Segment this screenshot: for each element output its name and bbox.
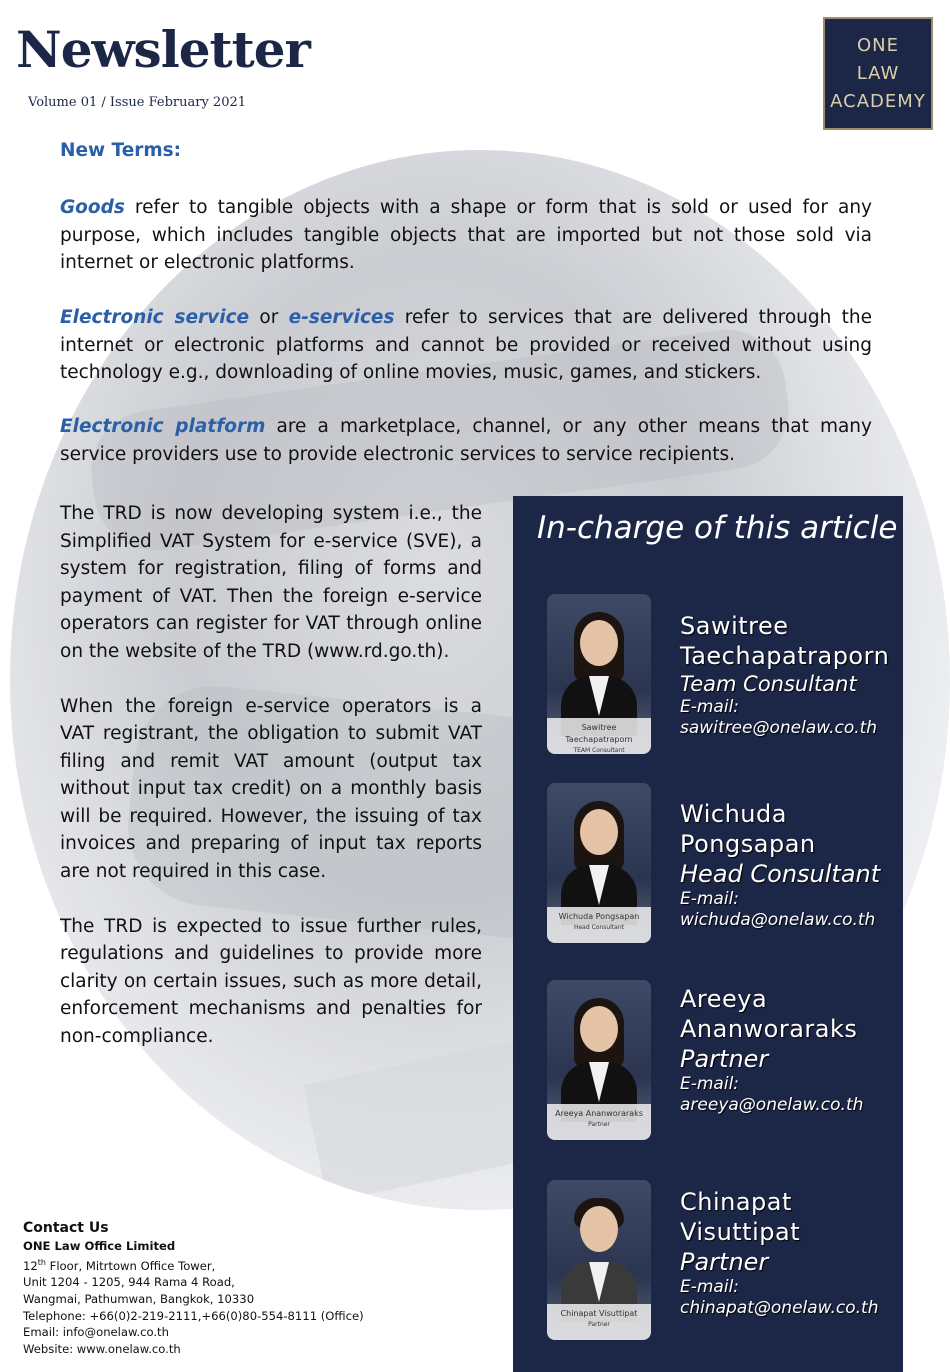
address-floor: 12th Floor, Mitrtown Office Tower, xyxy=(23,1257,216,1273)
person-role: Team Consultant xyxy=(680,672,857,696)
photo-caption-name: Wichuda Pongsapan xyxy=(558,912,640,921)
person-email[interactable]: wichuda@onelaw.co.th xyxy=(680,910,876,930)
photo-caption-title: TEAM Consultant xyxy=(573,747,625,754)
email-label: E-mail: xyxy=(680,697,740,717)
person-photo xyxy=(547,980,651,1140)
in-charge-panel xyxy=(513,496,903,1372)
email-label: E-mail: xyxy=(680,889,740,909)
company-name: ONE Law Office Limited xyxy=(23,1239,176,1253)
article-paragraph-2: When the foreign e-service operators is a VAT registrant, the obligation to submit VAT filing and remit VAT amount (output tax without input tax credit) on a monthly basis will be required. However, the issuing of tax invoices and preparing of input tax reports are not required in this case. xyxy=(60,695,482,882)
goods-definition xyxy=(60,194,872,277)
logo-line-one: ONE xyxy=(856,34,899,56)
article-body xyxy=(60,500,482,1078)
photo-caption-title: Head Consultant xyxy=(573,924,625,931)
person-role: Head Consultant xyxy=(680,860,881,888)
person-last-name: Pongsapan xyxy=(680,829,816,858)
person-email[interactable]: sawitree@onelaw.co.th xyxy=(680,718,878,738)
email-contact[interactable]: Email: info@onelaw.co.th xyxy=(23,1325,169,1340)
address-unit: Unit 1204 - 1205, 944 Rama 4 Road, xyxy=(23,1275,235,1290)
goods-text: refer to tangible objects with a shape or form that is sold or used for any purpose, which includes tangible objects that are imported but not those sold via internet or electronic platforms. xyxy=(60,197,872,273)
platform-text: are a marketplace, channel, or any other means that many service providers use to provide electronic services to service recipients. xyxy=(60,416,872,465)
email-label: E-mail: xyxy=(680,1074,740,1094)
person-first-name: Wichuda xyxy=(680,800,787,828)
person-last-name: Ananworaraks xyxy=(680,1014,858,1043)
logo-line-law: LAW xyxy=(856,62,900,84)
person-photo xyxy=(547,783,651,943)
eservice-definition xyxy=(60,304,872,387)
person-first-name: Sawitree xyxy=(680,612,789,640)
person-photo xyxy=(547,594,651,754)
contact-block xyxy=(23,1218,364,1358)
one-law-academy-logo xyxy=(823,17,933,130)
person-first-name: Chinapat xyxy=(680,1188,792,1216)
term-e-services: e-services xyxy=(288,307,395,328)
person-photo xyxy=(547,1180,651,1340)
new-terms-heading: New Terms: xyxy=(60,140,182,161)
logo-line-academy: ACADEMY xyxy=(830,90,926,112)
term-or: or xyxy=(249,307,289,328)
eservice-text: refer to services that are delivered through the internet or electronic platforms and cannot be provided or received without using technology e.g., downloading of online movies, music, games, and stickers. xyxy=(60,307,873,383)
photo-caption-title: Partner xyxy=(588,1121,610,1128)
person-first-name: Areeya xyxy=(680,985,768,1013)
term-goods: Goods xyxy=(60,197,125,218)
address-district: Wangmai, Pathumwan, Bangkok, 10330 xyxy=(23,1291,255,1306)
photo-caption-name: Sawitree Taechapatraporn xyxy=(565,723,633,744)
website-link[interactable]: Website: www.onelaw.co.th xyxy=(23,1342,181,1357)
person-role: Partner xyxy=(680,1248,769,1276)
telephone: Telephone: +66(0)2-219-2111,+66(0)80-554-8111 (Office) xyxy=(23,1308,364,1323)
term-electronic-service: Electronic service xyxy=(60,307,250,328)
page-title: Newsletter xyxy=(16,20,310,79)
article-paragraph-3: The TRD is expected to issue further rules, regulations and guidelines to provide more clarity on certain issues, such as more detail, enforcement mechanisms and penalties for non-compliance. xyxy=(60,915,482,1047)
contact-heading: Contact Us xyxy=(23,1220,109,1236)
photo-caption-title: Partner xyxy=(588,1321,610,1328)
platform-definition xyxy=(60,413,872,468)
person-email[interactable]: chinapat@onelaw.co.th xyxy=(680,1298,879,1318)
panel-title: In-charge of this article xyxy=(537,510,898,546)
term-electronic-platform: Electronic platform xyxy=(60,416,266,437)
person-last-name: Visuttipat xyxy=(680,1217,801,1246)
photo-caption-name: Chinapat Visuttipat xyxy=(560,1309,638,1318)
person-role: Partner xyxy=(680,1045,769,1073)
photo-caption-name: Areeya Ananworaraks xyxy=(555,1109,643,1118)
person-email[interactable]: areeya@onelaw.co.th xyxy=(680,1095,864,1115)
article-paragraph-1: The TRD is now developing system i.e., the Simplified VAT System for e-service (SVE), a system for registration, filing of forms and payment of VAT. Then the foreign e-service operators can register for VAT through online on the website of the TRD (www.rd.go.th). xyxy=(60,503,482,662)
issue-volume: Volume 01 / Issue February 2021 xyxy=(28,95,247,110)
email-label: E-mail: xyxy=(680,1277,740,1297)
person-last-name: Taechapatraporn xyxy=(680,641,890,670)
